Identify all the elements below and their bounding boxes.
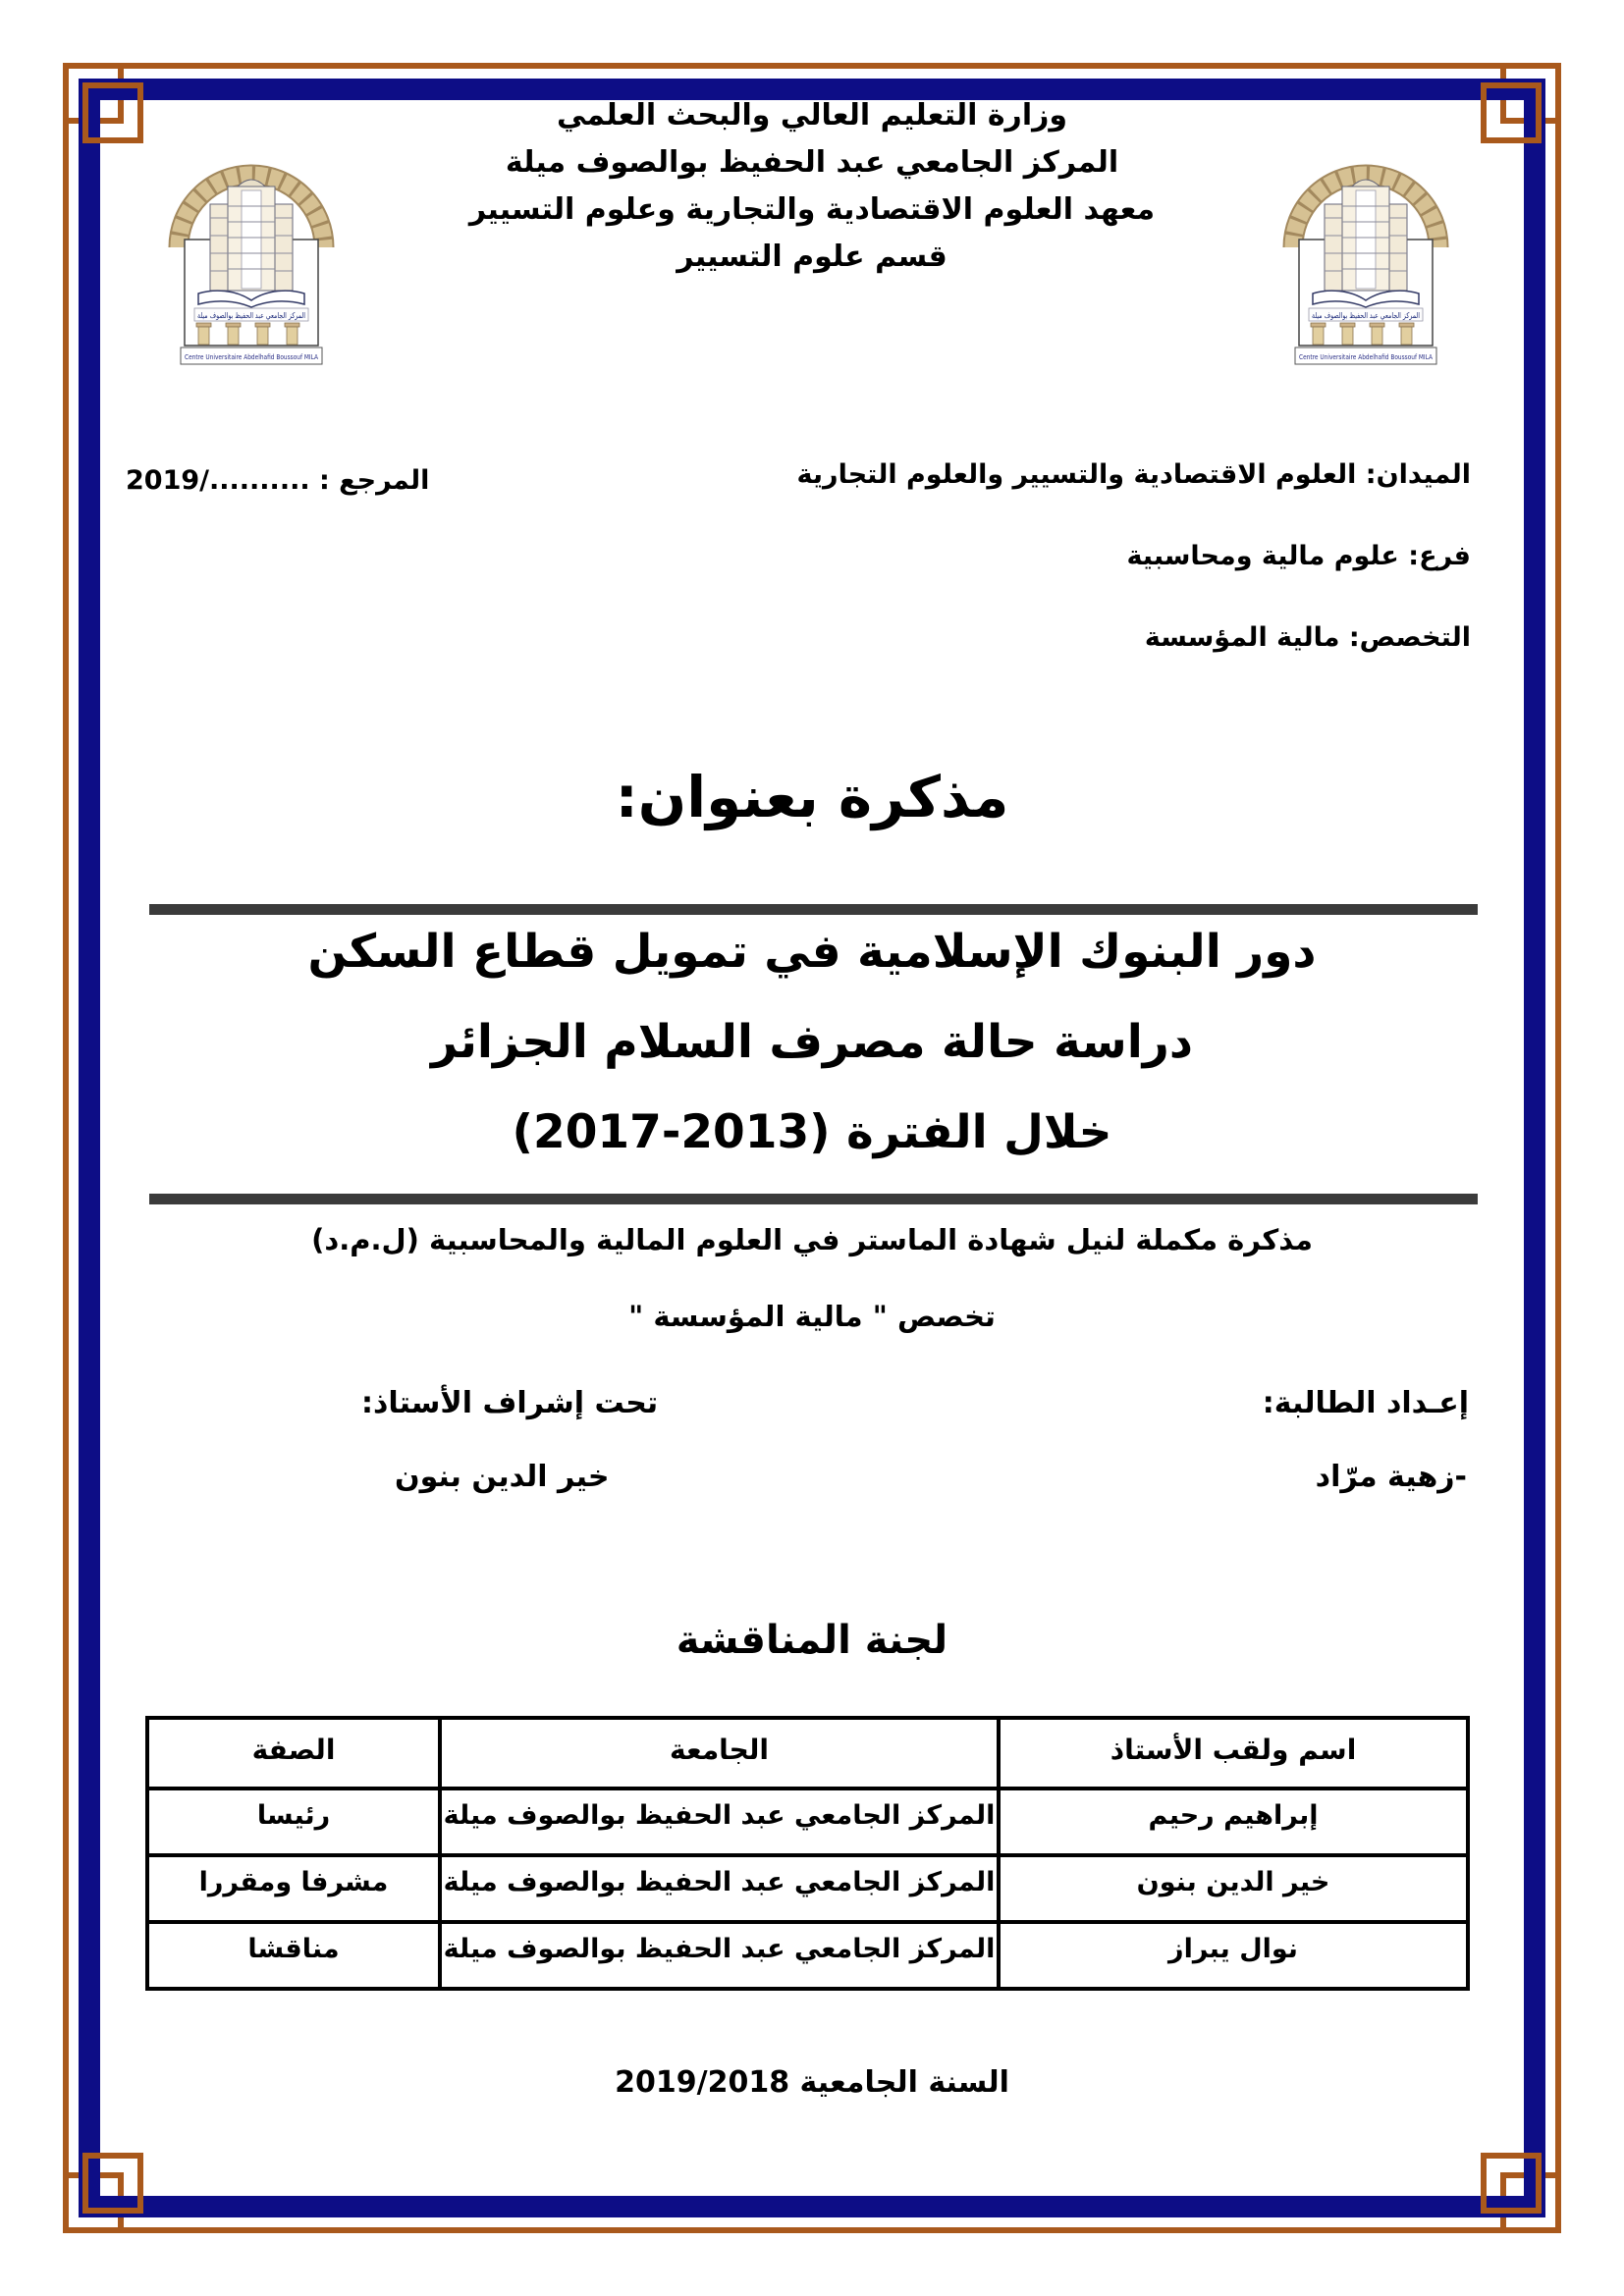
committee-title: لجنة المناقشة bbox=[676, 1618, 948, 1663]
branch-line: فرع: علوم مالية ومحاسبية bbox=[1126, 541, 1471, 571]
reference-line: المرجع : ........../2019 bbox=[126, 465, 430, 496]
thesis-subtitle: مذكرة مكملة لنيل شهادة الماستر في العلوم المالية والمحاسبية (ل.م.د) bbox=[311, 1223, 1313, 1256]
cell-role: مشرفا ومقررا bbox=[147, 1855, 440, 1922]
department-line: قسم علوم التسيير bbox=[677, 240, 947, 274]
column-header-role: الصفة bbox=[147, 1718, 440, 1789]
thesis-specialization: تخصص " مالية المؤسسة " bbox=[628, 1300, 996, 1333]
cell-professor-name: نوال يبراز bbox=[999, 1922, 1468, 1989]
specialty-line: التخصص: مالية المؤسسة bbox=[1144, 622, 1471, 653]
cell-university: المركز الجامعي عبد الحفيظ بوالصوف ميلة bbox=[440, 1789, 999, 1855]
divider-top bbox=[149, 904, 1478, 915]
cell-role: مناقشا bbox=[147, 1922, 440, 1989]
committee-header-row bbox=[147, 1718, 1468, 1789]
table-row bbox=[147, 1922, 1468, 1989]
field-line: الميدان: العلوم الاقتصادية والتسيير والعلوم التجارية bbox=[796, 459, 1471, 490]
ministry-line: وزارة التعليم العالي والبحث العلمي bbox=[556, 98, 1068, 133]
logo-banner-text: المركز الجامعي عبد الحفيظ بوالصوف ميلة bbox=[197, 311, 305, 320]
column-header-name: اسم ولقب الأستاذ bbox=[999, 1718, 1468, 1789]
cell-professor-name: إبراهيم رحيم bbox=[999, 1789, 1468, 1855]
supervisor-label: تحت إشراف الأستاذ: bbox=[361, 1386, 659, 1420]
institute-line: معهد العلوم الاقتصادية والتجارية وعلوم التسيير bbox=[468, 192, 1156, 227]
university-line: المركز الجامعي عبد الحفيظ بوالصوف ميلة bbox=[505, 145, 1119, 180]
thesis-title-line-3: خلال الفترة (2013‏-‏2017) bbox=[512, 1105, 1112, 1159]
thesis-title-line-2: دراسة حالة مصرف السلام الجزائر bbox=[431, 1015, 1193, 1069]
cell-university: المركز الجامعي عبد الحفيظ بوالصوف ميلة bbox=[440, 1855, 999, 1922]
divider-bottom bbox=[149, 1194, 1478, 1204]
thesis-title-line-1: دور البنوك الإسلامية في تمويل قطاع السكن bbox=[307, 925, 1317, 979]
cell-role: رئيسا bbox=[147, 1789, 440, 1855]
prepared-by-name: -زهية مرّاد bbox=[1315, 1460, 1467, 1494]
prepared-by-label: إعـداد الطالبة: bbox=[1262, 1386, 1469, 1420]
logo-caption-text: Centre Universitaire Abdelhafid Boussouf MILA bbox=[1299, 353, 1434, 361]
supervisor-name: خير الدين بنون bbox=[395, 1460, 610, 1494]
academic-year: السنة الجامعية 2019/2018 bbox=[615, 2065, 1009, 2100]
cell-professor-name: خير الدين بنون bbox=[999, 1855, 1468, 1922]
committee-table bbox=[145, 1716, 1470, 1991]
logo-caption-text: Centre Universitaire Abdelhafid Boussouf MILA bbox=[185, 353, 319, 361]
column-header-university: الجامعة bbox=[440, 1718, 999, 1789]
table-row bbox=[147, 1855, 1468, 1922]
logo-banner-text: المركز الجامعي عبد الحفيظ بوالصوف ميلة bbox=[1312, 311, 1420, 320]
memo-heading: مذكرة بعنوان: bbox=[615, 764, 1009, 830]
table-row bbox=[147, 1789, 1468, 1855]
cell-university: المركز الجامعي عبد الحفيظ بوالصوف ميلة bbox=[440, 1922, 999, 1989]
